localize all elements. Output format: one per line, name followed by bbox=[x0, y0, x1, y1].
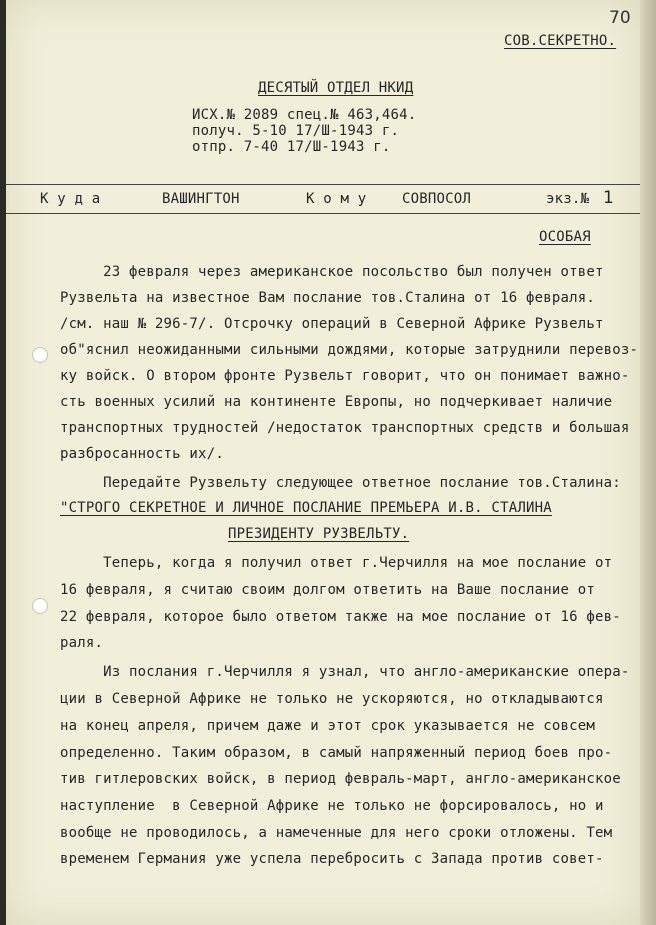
meta-sent: отпр. 7-40 17/Ш-1943 г. bbox=[192, 139, 391, 155]
routing-komu-label: К о м у bbox=[306, 191, 367, 207]
text-line: вообще не проводилось, а намеченные для него сроки отложены. Тем bbox=[60, 825, 613, 841]
page-number: 70 bbox=[609, 8, 631, 28]
text-line: 23 февраля через американское посольство был получен ответ bbox=[60, 264, 604, 280]
meta-outgoing-number: ИСХ.№ 2089 спец.№ 463,464. bbox=[192, 107, 417, 123]
text-line: ции в Северной Африке не только не ускоряются, но откладываются bbox=[60, 691, 604, 707]
document-page bbox=[6, 0, 640, 925]
text-line: 22 февраля, которое было ответом также на мое послание от 16 фев- bbox=[60, 609, 621, 625]
dispatch-meta bbox=[192, 107, 416, 155]
special-mark: ОСОБАЯ bbox=[539, 229, 591, 245]
text-line: наступление в Северной Африке не только не форсировалось, но и bbox=[60, 798, 604, 814]
text-line: на конец апреля, причем даже и этот срок указывается не совсем bbox=[60, 718, 595, 734]
text-line: Теперь, когда я получил ответ г.Черчилля на мое послание от bbox=[60, 555, 613, 571]
text-line: ку войск. О втором фронте Рузвельт говорит, что он понимает важно- bbox=[60, 368, 630, 384]
routing-kuda-value: ВАШИНГТОН bbox=[162, 191, 240, 207]
text-line: тив гитлеровских войск, в период февраль-март, англо-американское bbox=[60, 771, 621, 787]
department-title: ДЕСЯТЫЙ ОТДЕЛ НКИД bbox=[258, 80, 414, 96]
text-line: Из послания г.Черчилля я узнал, что англо-американские опера- bbox=[60, 664, 630, 680]
text-line: разбросанность их/. bbox=[60, 446, 224, 462]
routing-rule-bottom bbox=[6, 213, 640, 214]
meta-received: получ. 5-10 17/Ш-1943 г. bbox=[192, 123, 400, 139]
routing-copy-value: 1 bbox=[603, 188, 615, 208]
page-edge bbox=[640, 0, 656, 925]
message-heading-line-1: "СТРОГО СЕКРЕТНОЕ И ЛИЧНОЕ ПОСЛАНИЕ ПРЕМЬЕРА И.В. СТАЛИНА bbox=[60, 500, 552, 516]
body-text bbox=[60, 264, 640, 924]
routing-rule-top bbox=[6, 184, 640, 185]
text-line: Передайте Рузвельту следующее ответное послание тов.Сталина: bbox=[60, 475, 621, 491]
text-line: транспортных трудностей /недостаток транспортных средств и большая bbox=[60, 420, 630, 436]
punch-hole-top bbox=[32, 347, 48, 363]
text-line: об"яснил неожиданными сильными дождями, которые затруднили перевоз- bbox=[60, 342, 639, 358]
text-line: временем Германия уже успела перебросить с Запада против совет- bbox=[60, 851, 604, 867]
routing-kuda-label: К у д а bbox=[40, 191, 101, 207]
text-line: /см. наш № 296-7/. Отсрочку операций в Северной Африке Рузвельт bbox=[60, 316, 604, 332]
text-line: определенно. Таким образом, в самый напряженный период боев про- bbox=[60, 745, 613, 761]
text-line: сть военных усилий на континенте Европы, но подчеркивает наличие bbox=[60, 394, 613, 410]
message-heading-line-2: ПРЕЗИДЕНТУ РУЗВЕЛЬТУ. bbox=[228, 526, 410, 542]
classification-stamp: СОВ.СЕКРЕТНО. bbox=[504, 33, 617, 49]
routing-komu-value: СОВПОСОЛ bbox=[402, 191, 472, 207]
text-line: раля. bbox=[60, 635, 104, 651]
text-line: 16 февраля, я считаю своим долгом ответить на Ваше послание от bbox=[60, 582, 595, 598]
text-line: Рузвельта на известное Вам послание тов.Сталина от 16 февраля. bbox=[60, 290, 595, 306]
routing-copy-label: экз.№ bbox=[546, 191, 590, 207]
punch-hole-bottom bbox=[32, 598, 48, 614]
